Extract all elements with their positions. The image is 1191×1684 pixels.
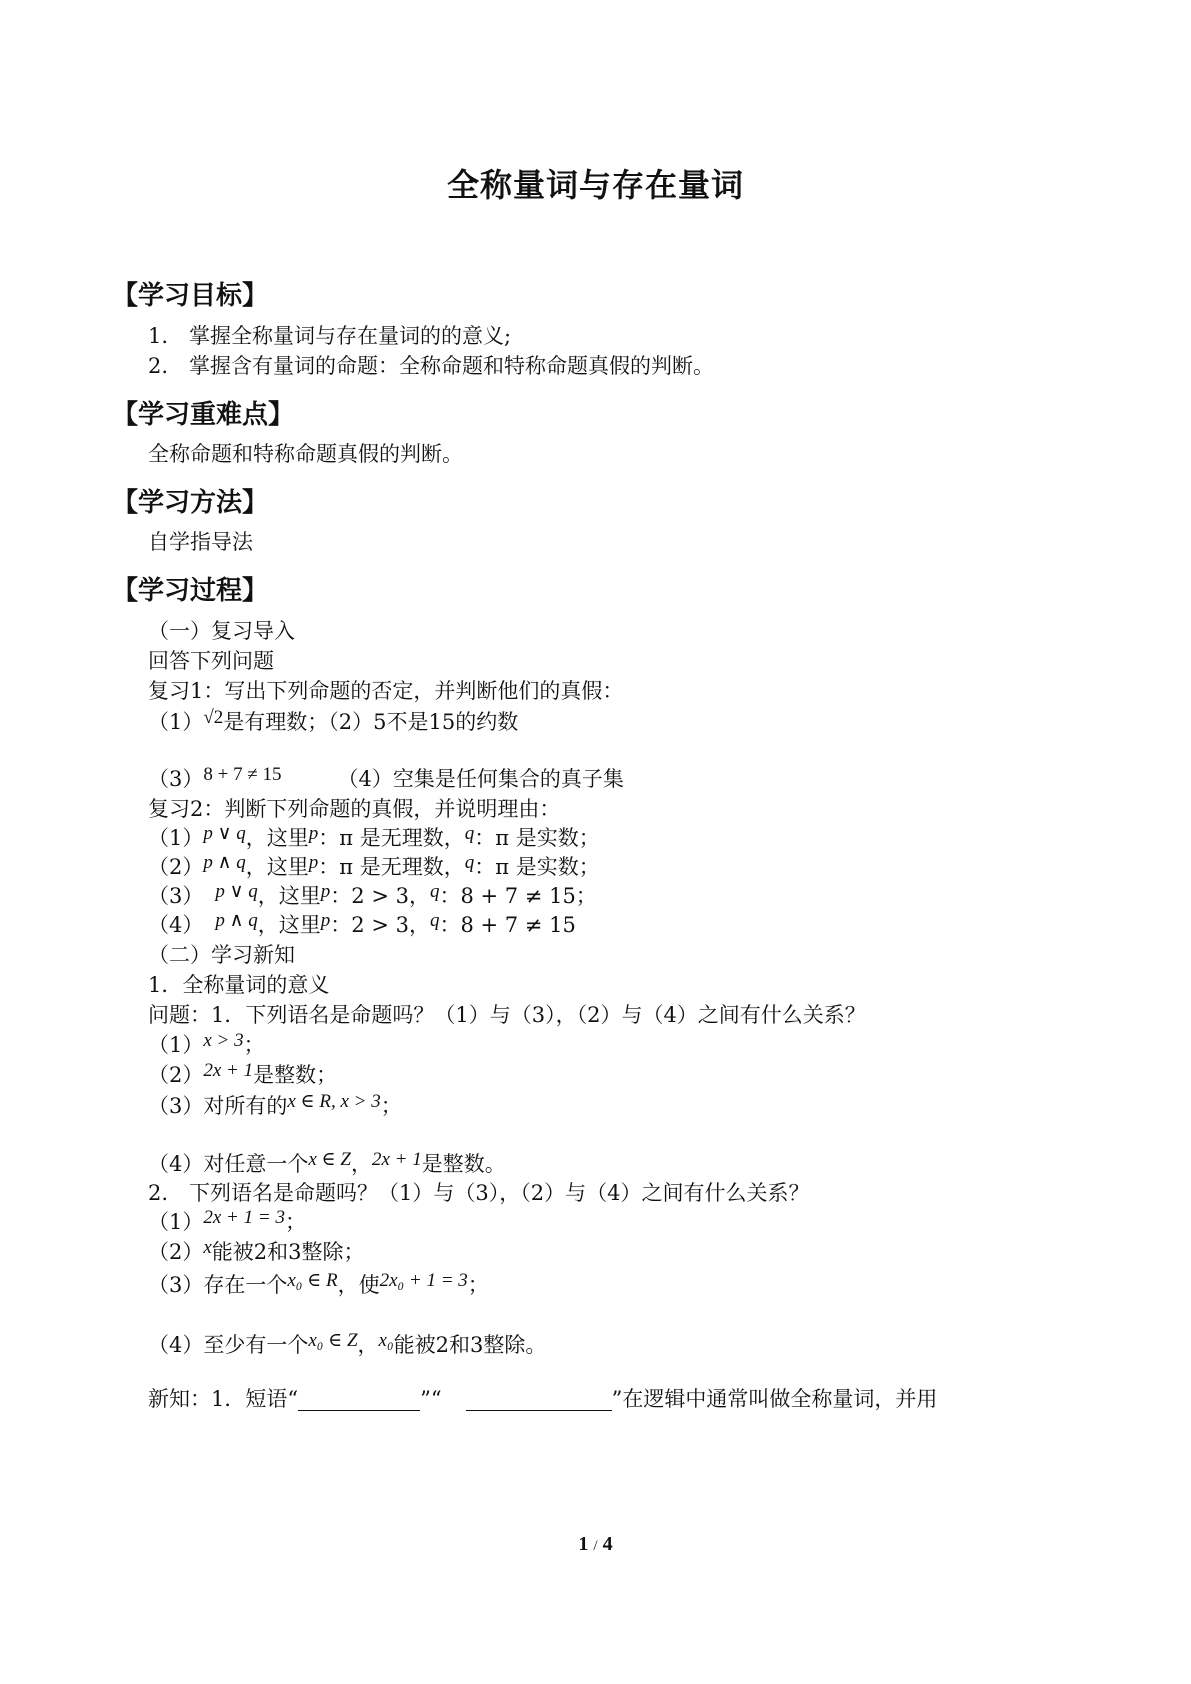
- review1-title: 复习1：写出下列命题的否定，并判断他们的真假：: [148, 679, 624, 703]
- q2-item: [148, 1207, 306, 1235]
- q1-item: [148, 1060, 338, 1088]
- variable-q: q: [429, 881, 440, 902]
- item-num: （3）对所有的: [148, 1094, 288, 1118]
- item-num: （2）: [148, 855, 204, 879]
- inequality-expression: 8 + 7 ≠ 15: [203, 764, 282, 785]
- math-expression: 2x + 1: [203, 1060, 254, 1081]
- sqrt-expression: √2: [203, 707, 224, 728]
- question-2: 2. 下列语名是命题吗？（1）与（3），（2）与（4）之间有什么关系？: [148, 1181, 810, 1205]
- item-text: ，使: [337, 1273, 380, 1297]
- item-num: （2）: [148, 1240, 204, 1264]
- variable-q: q: [429, 910, 440, 931]
- math-expression: x ∈ R, x > 3: [287, 1091, 381, 1112]
- key-points-heading: 【学习重难点】: [112, 400, 295, 430]
- item-text: ：8 + 7 ≠ 15: [439, 913, 576, 937]
- key-points-text: 全称命题和特称命题真假的判断。: [148, 442, 463, 466]
- review2-item: [148, 823, 600, 851]
- math-expression: x₀ ∈ Z: [308, 1330, 358, 1351]
- item-text: 是整数。: [421, 1152, 506, 1176]
- math-expression: x > 3: [203, 1030, 244, 1051]
- item-num: （4）对任意一个: [148, 1152, 309, 1176]
- item-text: ；: [380, 1094, 402, 1118]
- variable-q: q: [464, 823, 475, 844]
- item-num: （1）: [148, 1210, 204, 1234]
- method-text: 自学指导法: [148, 530, 253, 554]
- review1-line1-text: 是有理数；（2）5不是15的约数: [223, 710, 519, 734]
- review1-line1-num: （1）: [148, 710, 204, 734]
- review2-item: [148, 852, 600, 880]
- new-knowledge-line: [148, 1387, 937, 1411]
- math-expression: 2x + 1: [371, 1149, 422, 1170]
- item-text: 能被2和3整除。: [393, 1333, 547, 1357]
- variable-p: p: [320, 881, 331, 902]
- review2-item: [148, 910, 576, 938]
- item-text: ：2 > 3，: [330, 913, 430, 937]
- subsection-title: 1．全称量词的意义: [148, 973, 330, 997]
- part2-title: （二）学习新知: [148, 943, 295, 967]
- review1-line2-text: （4）空集是任何集合的真子集: [337, 767, 624, 791]
- question-1: 问题：1．下列语名是命题吗？（1）与（3），（2）与（4）之间有什么关系？: [148, 1003, 866, 1027]
- q1-item: [148, 1030, 265, 1058]
- math-expression: x₀ ∈ R: [287, 1270, 338, 1291]
- part1-title: （一）复习导入: [148, 619, 295, 643]
- page-title: 全称量词与存在量词: [446, 166, 744, 204]
- item-text: ：2 > 3，: [330, 884, 430, 908]
- q1-item: [148, 1149, 506, 1177]
- review1-line2: [148, 764, 624, 792]
- math-expression: 2x + 1 = 3: [203, 1207, 285, 1228]
- fill-blank-1: [298, 1392, 420, 1411]
- item-text: ，这里: [257, 884, 321, 908]
- item-text: ；: [243, 1033, 265, 1057]
- item-text: ，: [357, 1333, 379, 1357]
- total-pages: 4: [602, 1533, 613, 1555]
- item-num: （1）: [148, 826, 204, 850]
- item-num: （3）: [148, 884, 204, 908]
- math-expression: 2x₀ + 1 = 3: [379, 1270, 468, 1291]
- logic-expression: p ∧ q: [215, 910, 258, 931]
- q1-item: [148, 1091, 402, 1119]
- math-expression: x₀: [378, 1330, 394, 1351]
- item-num: （4）: [148, 913, 204, 937]
- item-text: ，这里: [257, 913, 321, 937]
- item-text: ：8 + 7 ≠ 15；: [439, 884, 597, 908]
- objective-item: 1. 掌握全称量词与存在量词的的意义;: [148, 324, 512, 348]
- math-expression: x ∈ Z: [308, 1149, 351, 1170]
- variable-p: p: [320, 910, 331, 931]
- item-text: ，: [350, 1152, 372, 1176]
- item-text: ：π 是实数；: [474, 855, 600, 879]
- item-num: （4）至少有一个: [148, 1333, 309, 1357]
- part1-intro: 回答下列问题: [148, 649, 274, 673]
- math-expression: x: [203, 1237, 212, 1258]
- item-text: ：π 是无理数，: [318, 826, 465, 850]
- review2-title: 复习2：判断下列命题的真假，并说明理由：: [148, 797, 561, 821]
- item-num: （3）存在一个: [148, 1273, 288, 1297]
- item-text: ：π 是无理数，: [318, 855, 465, 879]
- item-text: ；: [284, 1210, 306, 1234]
- review1-line2-num: （3）: [148, 767, 204, 791]
- q2-item: [148, 1330, 547, 1358]
- q2-item: [148, 1270, 489, 1298]
- objective-item: 2. 掌握含有量词的命题：全称命题和特称命题真假的判断。: [148, 354, 715, 378]
- new-knowledge-text: 新知：1．短语“: [148, 1387, 299, 1411]
- objectives-heading: 【学习目标】: [112, 281, 269, 311]
- logic-expression: p ∨ q: [203, 823, 246, 844]
- new-knowledge-text: ”“: [420, 1387, 442, 1411]
- item-text: ；: [467, 1273, 489, 1297]
- current-page: 1: [578, 1533, 589, 1555]
- logic-expression: p ∨ q: [215, 881, 258, 902]
- item-text: ，这里: [245, 826, 309, 850]
- variable-p: p: [308, 852, 319, 873]
- item-num: （1）: [148, 1033, 204, 1057]
- page-number: [0, 1533, 1191, 1556]
- item-text: 是整数；: [253, 1063, 338, 1087]
- item-num: （2）: [148, 1063, 204, 1087]
- item-text: 能被2和3整除；: [211, 1240, 365, 1264]
- review2-item: [148, 881, 597, 909]
- variable-p: p: [308, 823, 319, 844]
- q2-item: [148, 1237, 365, 1265]
- process-heading: 【学习过程】: [112, 576, 269, 606]
- new-knowledge-text: ”在逻辑中通常叫做全称量词，并用: [611, 1387, 938, 1411]
- variable-q: q: [464, 852, 475, 873]
- page-separator: /: [593, 1538, 598, 1554]
- item-text: ：π 是实数；: [474, 826, 600, 850]
- method-heading: 【学习方法】: [112, 488, 269, 518]
- review1-line1: [148, 707, 519, 735]
- fill-blank-2: [466, 1392, 612, 1411]
- logic-expression: p ∧ q: [203, 852, 246, 873]
- item-text: ，这里: [245, 855, 309, 879]
